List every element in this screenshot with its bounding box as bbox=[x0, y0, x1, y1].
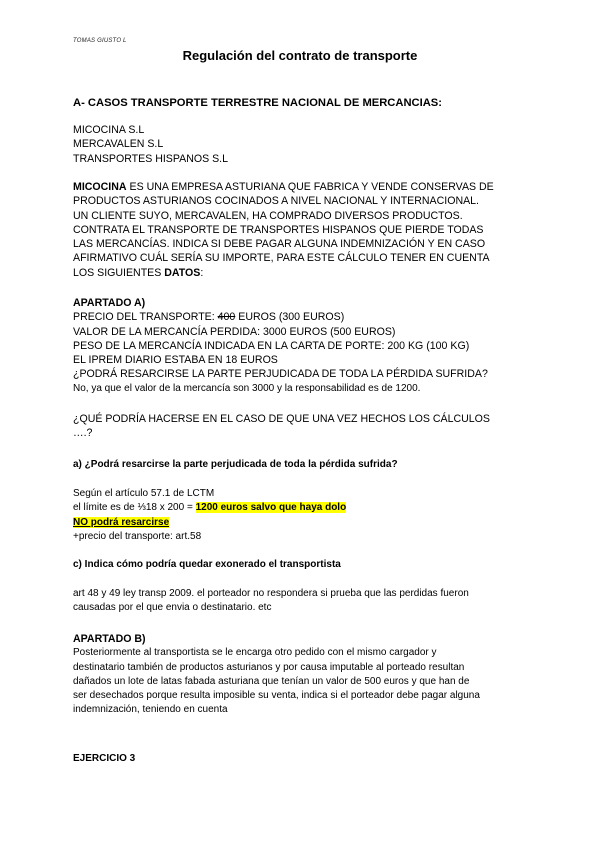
valor-line: VALOR DE LA MERCANCÍA PERDIDA: 3000 EUROS (500 EUROS) bbox=[73, 325, 396, 338]
datos-label: DATOS bbox=[164, 266, 201, 279]
precio-line bbox=[73, 310, 543, 324]
intro-line: AFIRMATIVO CUÁL SERÍA SU IMPORTE, PARA ESTE CÁLCULO TENER EN CUENTA bbox=[73, 252, 490, 265]
apartado-b-line: ser desechados porque resulta imposible su venta, indica si el porteador debe pagar alguna bbox=[73, 690, 480, 702]
section-a-heading: A- CASOS TRANSPORTE TERRESTRE NACIONAL DE MERCANCIAS: bbox=[73, 97, 442, 109]
precio-value: EUROS (300 EUROS) bbox=[235, 311, 345, 324]
company-list bbox=[73, 123, 543, 166]
apartado-b bbox=[73, 632, 543, 718]
intro-lead: MICOCINA bbox=[73, 181, 127, 193]
answer-a-line: +precio del transporte: art.58 bbox=[73, 530, 202, 542]
intro-line-text: LOS SIGUIENTES bbox=[73, 266, 165, 279]
que-podria bbox=[73, 412, 543, 441]
question-a-heading: a) ¿Podrá resarcirse la parte perjudicada de toda la pérdida sufrida? bbox=[73, 459, 398, 470]
apartado-b-line: Posteriormente al transportista se le encarga otro pedido con el mismo cargador y bbox=[73, 647, 437, 659]
que-line: ….? bbox=[73, 427, 93, 440]
apartado-b-line: destinatario también de productos asturianos y por causa imputable al porteado resultan bbox=[73, 661, 465, 673]
answer-a bbox=[73, 487, 543, 544]
header-author: TOMAS GIUSTO L bbox=[73, 38, 127, 44]
company-item: TRANSPORTES HISPANOS S.L bbox=[73, 152, 229, 165]
ejercicio-3 bbox=[73, 752, 543, 766]
page-title: Regulación del contrato de transporte bbox=[182, 48, 418, 63]
intro-line: CONTRATA EL TRANSPORTE DE TRANSPORTES HISPANOS QUE PIERDE TODAS bbox=[73, 223, 484, 236]
iprem-line: EL IPREM DIARIO ESTABA EN 18 EUROS bbox=[73, 354, 278, 367]
intro-line-text: ES UNA EMPRESA ASTURIANA QUE FABRICA Y VENDE CONSERVAS DE bbox=[126, 181, 494, 193]
que-line: ¿QUÉ PODRÍA HACERSE EN EL CASO DE QUE UNA VEZ HECHOS LOS CÁLCULOS bbox=[73, 413, 490, 425]
highlight-no-resarcirse: NO podrá resarcirse bbox=[73, 516, 170, 528]
apartado-b-heading: APARTADO B) bbox=[73, 633, 146, 645]
intro-line: UN CLIENTE SUYO, MERCAVALEN, HA COMPRADO DIVERSOS PRODUCTOS. bbox=[73, 209, 463, 222]
section-a bbox=[73, 96, 543, 110]
apartado-b-line: indemnización, teniendo en cuenta bbox=[73, 704, 228, 716]
intro-paragraph bbox=[73, 180, 543, 280]
answer-a-line bbox=[73, 501, 543, 515]
highlight-amount: 1200 euros salvo que haya dolo bbox=[195, 502, 347, 514]
answer-c-line: causadas por el que envia o destinatario. etc bbox=[73, 602, 272, 614]
respuesta-line: No, ya que el valor de la mercancía son 3000 y la responsabilidad es de 1200. bbox=[73, 382, 421, 394]
company-item: MERCAVALEN S.L bbox=[73, 138, 164, 151]
question-c bbox=[73, 558, 543, 572]
intro-line bbox=[73, 180, 543, 194]
intro-line-text: : bbox=[200, 266, 204, 279]
apartado-b-line: dañados un lote de latas fabada asturiana que tenían un valor de 500 euros y que han de bbox=[73, 675, 470, 687]
intro-line: PRODUCTOS ASTURIANOS COCINADOS A NIVEL NACIONAL Y INTERNACIONAL. bbox=[73, 195, 479, 208]
intro-line: LAS MERCANCÍAS. INDICA SI DEBE PAGAR ALGUNA INDEMNIZACIÓN Y EN CASO bbox=[73, 238, 486, 251]
answer-c-line: art 48 y 49 ley transp 2009. el porteador no respondera si prueba que las perdidas fueron bbox=[73, 588, 469, 599]
answer-a-line bbox=[73, 516, 543, 530]
precio-struck-value: 400 bbox=[217, 311, 236, 324]
pregunta-line: ¿PODRÁ RESARCIRSE LA PARTE PERJUDICADA DE TODA LA PÉRDIDA SUFRIDA? bbox=[73, 368, 488, 381]
ejercicio-heading: EJERCICIO 3 bbox=[73, 753, 136, 764]
apartado-a bbox=[73, 296, 543, 396]
answer-a-line: Según el artículo 57.1 de LCTM bbox=[73, 488, 215, 499]
intro-line bbox=[73, 266, 543, 280]
apartado-a-heading: APARTADO A) bbox=[73, 297, 146, 309]
limit-text: el límite es de ⅓18 x 200 = bbox=[73, 502, 196, 514]
peso-line: PESO DE LA MERCANCÍA INDICADA EN LA CARTA DE PORTE: 200 KG (100 KG) bbox=[73, 339, 470, 352]
answer-c bbox=[73, 587, 543, 616]
company-item: MICOCINA S.L bbox=[73, 124, 145, 136]
question-a bbox=[73, 458, 543, 472]
question-c-heading: c) Indica cómo podría quedar exonerado el transportista bbox=[73, 559, 341, 570]
precio-label: PRECIO DEL TRANSPORTE: bbox=[73, 311, 218, 324]
